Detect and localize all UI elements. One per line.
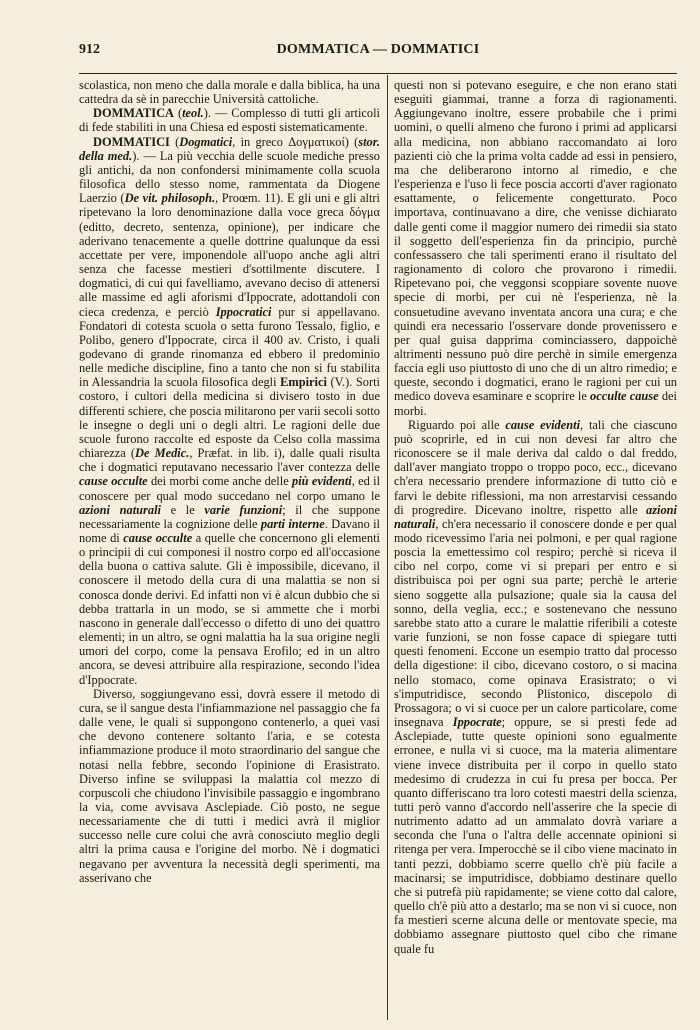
text-run: , in greco Δογματικοί) ( (232, 134, 359, 149)
paragraph (79, 135, 380, 687)
text-run: (V.). Sorti costoro, i cultori della medicina si divisero tosto in due differenti schiere, che poscia militarono per varii secoli sotto le insegne o degli uni o degli altri. Le ragioni delle due scuole furono raccolte ed esposte da Celso colla massima chiarezza ( (79, 375, 381, 461)
emphasis-run: più evidenti (292, 474, 352, 489)
text-run: pur si appellavano. Fondatori di cotesta scuola o setta furono Tessalo, figlio, e Polibo, genero d'Ippocrate, circa il 400 av. Cristo, i quali godevano di grande rinomanza ed ebbero il predominio nelle mediche discipline, fino a tanto che non si fu stabilita in Alessandria la scuola filosofica degli (79, 304, 380, 390)
emphasis-run: teol. (182, 106, 204, 121)
text-run: ; il che suppone necessariamente la cognizione delle (79, 502, 380, 531)
emphasis-run: stor. della med. (79, 134, 380, 163)
emphasis-run: Empirici (280, 375, 327, 390)
emphasis-run: Dogmatici (179, 134, 233, 149)
left-column (79, 78, 380, 885)
emphasis-run: azioni naturali (394, 502, 677, 531)
header-rule (79, 73, 677, 74)
text-run: a quelle che concernono gli elementi o principii di cui componesi il nostro corpo ed all'occasione della buona o cattiva salute. Gli è impossibile, dicevano, il conoscere il metodo della cura di una malattia se non si conosca donde derivi. Ed infatti non vi è alcun dubbio che si debba trattarla in un modo, se si ammette che i morbi nascono in generale dall'eccesso o difetto di uno dei quattro elementi; in un altro, se ogni malattia ha la sua origine negli umori del corpo, come la pensava Erofilo; ed in un altro ancora, se devesi attribuire alla respirazione, secondo l'idea d'Ippocrate. (79, 531, 380, 687)
emphasis-run: parti interne (260, 516, 325, 531)
text-run: ( (174, 106, 183, 121)
text-run: . Davano il nome di (79, 516, 380, 545)
paragraph (79, 687, 380, 885)
text-run: scolastica, non meno che dalla morale e dalla biblica, ha una cattedra da sè in parecchie Università cattoliche. (79, 78, 380, 107)
paragraph (394, 418, 677, 956)
emphasis-run: occulte cause (590, 389, 659, 404)
emphasis-run: azioni naturali (79, 502, 161, 517)
emphasis-run: De Medic. (135, 446, 190, 461)
text-run: ). — La più vecchia delle scuole mediche presso gli antichi, da non confondersi minimamente colla scuola filosofica dello stesso nome, rammentata da Diogene Laerzio ( (79, 148, 380, 206)
paragraph (79, 78, 380, 106)
text-run: e le (160, 502, 205, 517)
emphasis-run: Ippocratici (215, 304, 272, 319)
text-run: ( (169, 134, 180, 149)
emphasis-run: DOMMATICA (93, 106, 174, 121)
text-run: ). — Complesso di tutti gli articoli di fede stabiliti in una Chiesa ed esposti sistematicamente. (79, 106, 380, 135)
text-run: , Proœm. 11). E gli uni e gli altri ripetevano la loro denominazione dalla voce greca δόγμα (editto, decreto, sentenza, opinione), per indicare che aderivano tenacemente a quelle dottrine qualunque da essi accettate per vere, imponendole all'uopo anche agli altri senza che facesse mestieri d'sottilmente discutere. I dogmatici, di cui qui favelliamo, avevano deciso di attenersi alle massime ed agli aforismi d'Ippocrate, adottandoli con cieca credenza, e perciò (79, 191, 380, 319)
page-number: 912 (79, 42, 100, 57)
emphasis-run: varie funzioni (204, 502, 283, 517)
text-run: dei morbi. (394, 389, 677, 418)
text-run: Diverso, soggiungevano essi, dovrà essere il metodo di cura, se il sangue desta l'infiammazione nel passaggio che fa dalle vene, le quali si suppongono contenerlo, a quei vasi che devono contenere soltanto l'aria, e se cotesta infiammazione produce il moto straordinario del sangue che notasi nella febbre, secondo l'opinione di Erasistrato. Diverso infine se sviluppasi la malattia col mezzo di corpuscoli che chiudono l'invisibile passaggio e ingombrano la via, come avvisava Asclepiade. Ciò posto, ne segue necessariamente che di tutti i medici avrà il miglior successo nelle cure colui che avrà conosciuto meglio degli altri la prima causa e l'origine del morbo. Nè i dogmatici negavano per avventura la necessità degli sperimenti, ma asserivano che (79, 686, 380, 885)
right-column (394, 78, 677, 956)
text-run: , ed il conoscere per qual modo succedano nel corpo umano le (79, 474, 381, 503)
text-run: , Præfat. in lib. i), dalle quali risulta che i dogmatici reputavano necessario l'aver contezza delle (79, 446, 380, 475)
emphasis-run: cause evidenti (505, 417, 581, 432)
paragraph (394, 78, 677, 418)
page-header (79, 42, 677, 60)
running-head: DOMMATICA — DOMMATICI (276, 42, 480, 57)
emphasis-run: cause occulte (123, 531, 193, 545)
emphasis-run: cause occulte (79, 474, 148, 489)
emphasis-run: DOMMATICI (93, 134, 170, 149)
paragraph (79, 106, 380, 134)
text-run: , ch'era necessario il conoscere donde e per qual modo ricevessimo l'aria nei polmoni, e per qual ragione poscia la emettessimo col respiro; perchè si riceva il cibo nel corpo, come vi si prepari per entro e si distribuisca poi per ogni sua parte; perchè le arterie sieno soggette alla pulsazione; quale sia la causa del sonno, della veglia, ecc.; e sostenevano che nessuno sarebbe stato atto a curare le malattie riferibili a coteste varie funzioni, se non fosse capace di spiegare tutti questi fenomeni. Eccone un esempio tratto dal processo della digestione: il cibo, dicevano costoro, o si macina nello stomaco, come opinava Erasistrato; o vi s'imputridisce, secondo Plistonico, discepolo di Prossagora; o vi si cuoce per un calore particolare, come insegnava (394, 516, 677, 730)
text-run: dei morbi come anche delle (147, 474, 292, 489)
column-divider (387, 75, 388, 1020)
text-run: Riguardo poi alle (408, 417, 506, 432)
emphasis-run: De vit. philosoph. (124, 191, 216, 206)
text-run: questi non si potevano eseguire, e che non erano stati eseguiti giammai, tranne a forza di ragionamenti. Aggiungevano inoltre, essere probabile che i primi uomini, o quelli almeno che furono i primi ad applicarsi alla medicina, non abbiano raccomandato ai loro pazienti ciò che la prima volta cadde ad essi in pensiero, ma che deliberarono intorno al rimedio, e che l'esperienza e l'uso li fece poscia accorti d'aver ragionato esattamente, o felicemente congetturato. Poco importava, continuavano a dire, che venisse dichiarato dalle genti come il maggior numero dei rimedii sia stato il soggetto dell'esperienza fin da principio, purchè confessassero che tali sperimenti erano il risultato del ragionamento di coloro che provarono i rimedii. Ripetevano poi, che veggonsi scoppiare sovente nuove specie di morbi, per cui nè l'esperienza, nè la consuetudine avevano inventata ancora una cura; e che quindi era necessario l'osservare donde provenissero e per qual guisa dapprima cominciassero, dappoichè altrimenti nessuno può dire perchè in simile emergenza faccia egli uso piuttosto di uno che di un altro rimedio; e queste, secondo i dogmatici, erano le ragioni per cui un medico doveva esaminare e scoprire le (394, 78, 677, 404)
text-run: ; oppure, se si presti fede ad Asclepiade, tutte queste opinioni sono egualmente erronee, e nulla vi si cuoce, ma la materia alimentare viene invece distribuita per il corpo in quello stato medesimo di crudezza in cui fu presa per bocca. Per quanto differiscano tra loro cotesti maestri della scienza, tutti però vanno d'accordo nell'asserire che la specie di nutrimento adatto ad un ammalato dovrà variare a seconda che l'una o l'altra delle accennate opinioni si ritenga per vera. Imperocchè se il cibo viene macinato in tanti pezzi, dobbiamo scerre quello ch'è più facile a macinarsi; se imputridisce, dobbiamo destinare quello che si putrefà più rapidamente; se viene cotto dal calore, quello ch'è più atto a destarlo; ma se non vi si cuoce, non fa mestieri scerne alcuna delle or mentovate specie, ma dobbiamo assegnare piuttosto quel cibo che rimane quale fu (394, 715, 677, 956)
emphasis-run: Ippocrate (452, 715, 502, 730)
text-run: , tali che ciascuno può scoprirle, ed in cui non devesi far altro che riconoscere se il male deriva dal caldo o dal freddo, dall'aver mangiato troppo o troppo poco, ecc., dicevano ch'era necessario prendere informazione di tutto ciò e farvi le debite riflessioni, ma non arrestarvisi cessando di progredire. Dicevano inoltre, rispetto alle (394, 417, 678, 517)
